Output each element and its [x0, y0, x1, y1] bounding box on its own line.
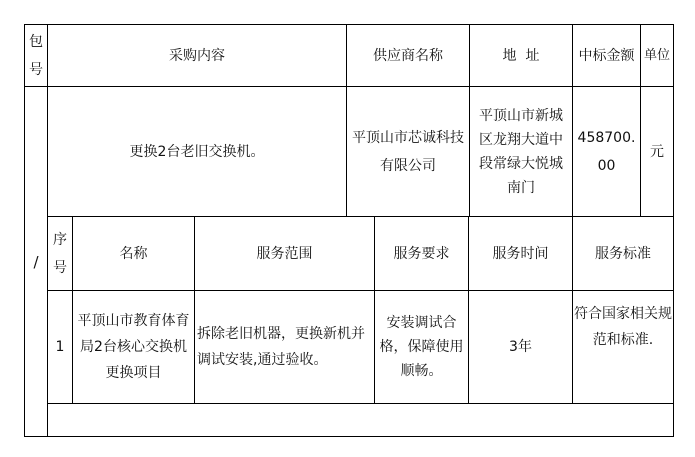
detail-row-standard-text: 符合国家相关规范和标准.	[574, 306, 672, 348]
procurement-content-text: 更换2台老旧交换机。	[129, 143, 265, 160]
unit-value	[640, 86, 674, 217]
detail-header-service-scope-label: 服务范围	[256, 245, 313, 262]
bao-hao-value-text: /	[33, 252, 39, 271]
header-procurement-content	[47, 24, 347, 87]
detail-header-service-standard-label: 服务标准	[595, 245, 651, 262]
detail-row-standard	[572, 290, 674, 404]
header-procurement-content-label: 采购内容	[169, 47, 225, 64]
header-supplier-name-label: 供应商名称	[373, 47, 443, 64]
detail-header-seq-char-2: 号	[53, 259, 67, 276]
detail-row-requirement-text: 安装调试合格，保障使用顺畅。	[379, 315, 464, 379]
detail-row-requirement	[374, 290, 469, 404]
detail-row-time-text: 3年	[509, 339, 532, 355]
unit-text: 元	[650, 143, 664, 160]
detail-header-name-label: 名称	[119, 245, 148, 262]
detail-row-time	[468, 290, 573, 404]
detail-header-seq-char-1: 序	[53, 231, 67, 248]
detail-header-seq	[47, 216, 73, 291]
header-bao-hao-char-1: 包	[29, 33, 43, 50]
procurement-content-value	[47, 86, 347, 217]
detail-row-scope-text: 拆除老旧机器，更换新机并调试安装,通过验收。	[197, 326, 365, 368]
detail-header-service-scope	[194, 216, 375, 291]
detail-header-service-standard	[572, 216, 674, 291]
detail-row-name-text: 平顶山市教育体育局2台核心交换机更换项目	[77, 313, 190, 381]
winning-amount-value	[572, 86, 641, 217]
header-bao-hao	[24, 24, 48, 87]
supplier-name-value	[346, 86, 470, 217]
header-winning-amount	[572, 24, 641, 87]
address-text: 平顶山市新城区龙翔大道中段常绿大悦城南门	[479, 107, 563, 196]
detail-row-scope	[194, 290, 375, 404]
detail-row-name	[72, 290, 195, 404]
header-address	[469, 24, 573, 87]
detail-row-seq-text: 1	[55, 339, 65, 355]
header-bao-hao-char-2: 号	[29, 61, 43, 78]
header-unit-label: 单位	[643, 47, 670, 63]
detail-empty-row	[47, 403, 674, 437]
winning-amount-text: 458700.00	[577, 129, 636, 174]
address-value	[469, 86, 573, 217]
header-winning-amount-label: 中标金额	[578, 47, 635, 64]
detail-row-seq	[47, 290, 73, 404]
detail-header-service-requirement	[374, 216, 469, 291]
header-supplier-name	[346, 24, 470, 87]
detail-header-name	[72, 216, 195, 291]
header-unit	[640, 24, 674, 87]
supplier-name-text: 平顶山市芯诚科技有限公司	[352, 129, 464, 174]
detail-header-service-time-label: 服务时间	[492, 245, 549, 262]
detail-header-service-requirement-label: 服务要求	[393, 245, 450, 262]
detail-header-service-time	[468, 216, 573, 291]
bao-hao-value	[24, 86, 48, 437]
header-address-label: 地 址	[502, 47, 540, 64]
